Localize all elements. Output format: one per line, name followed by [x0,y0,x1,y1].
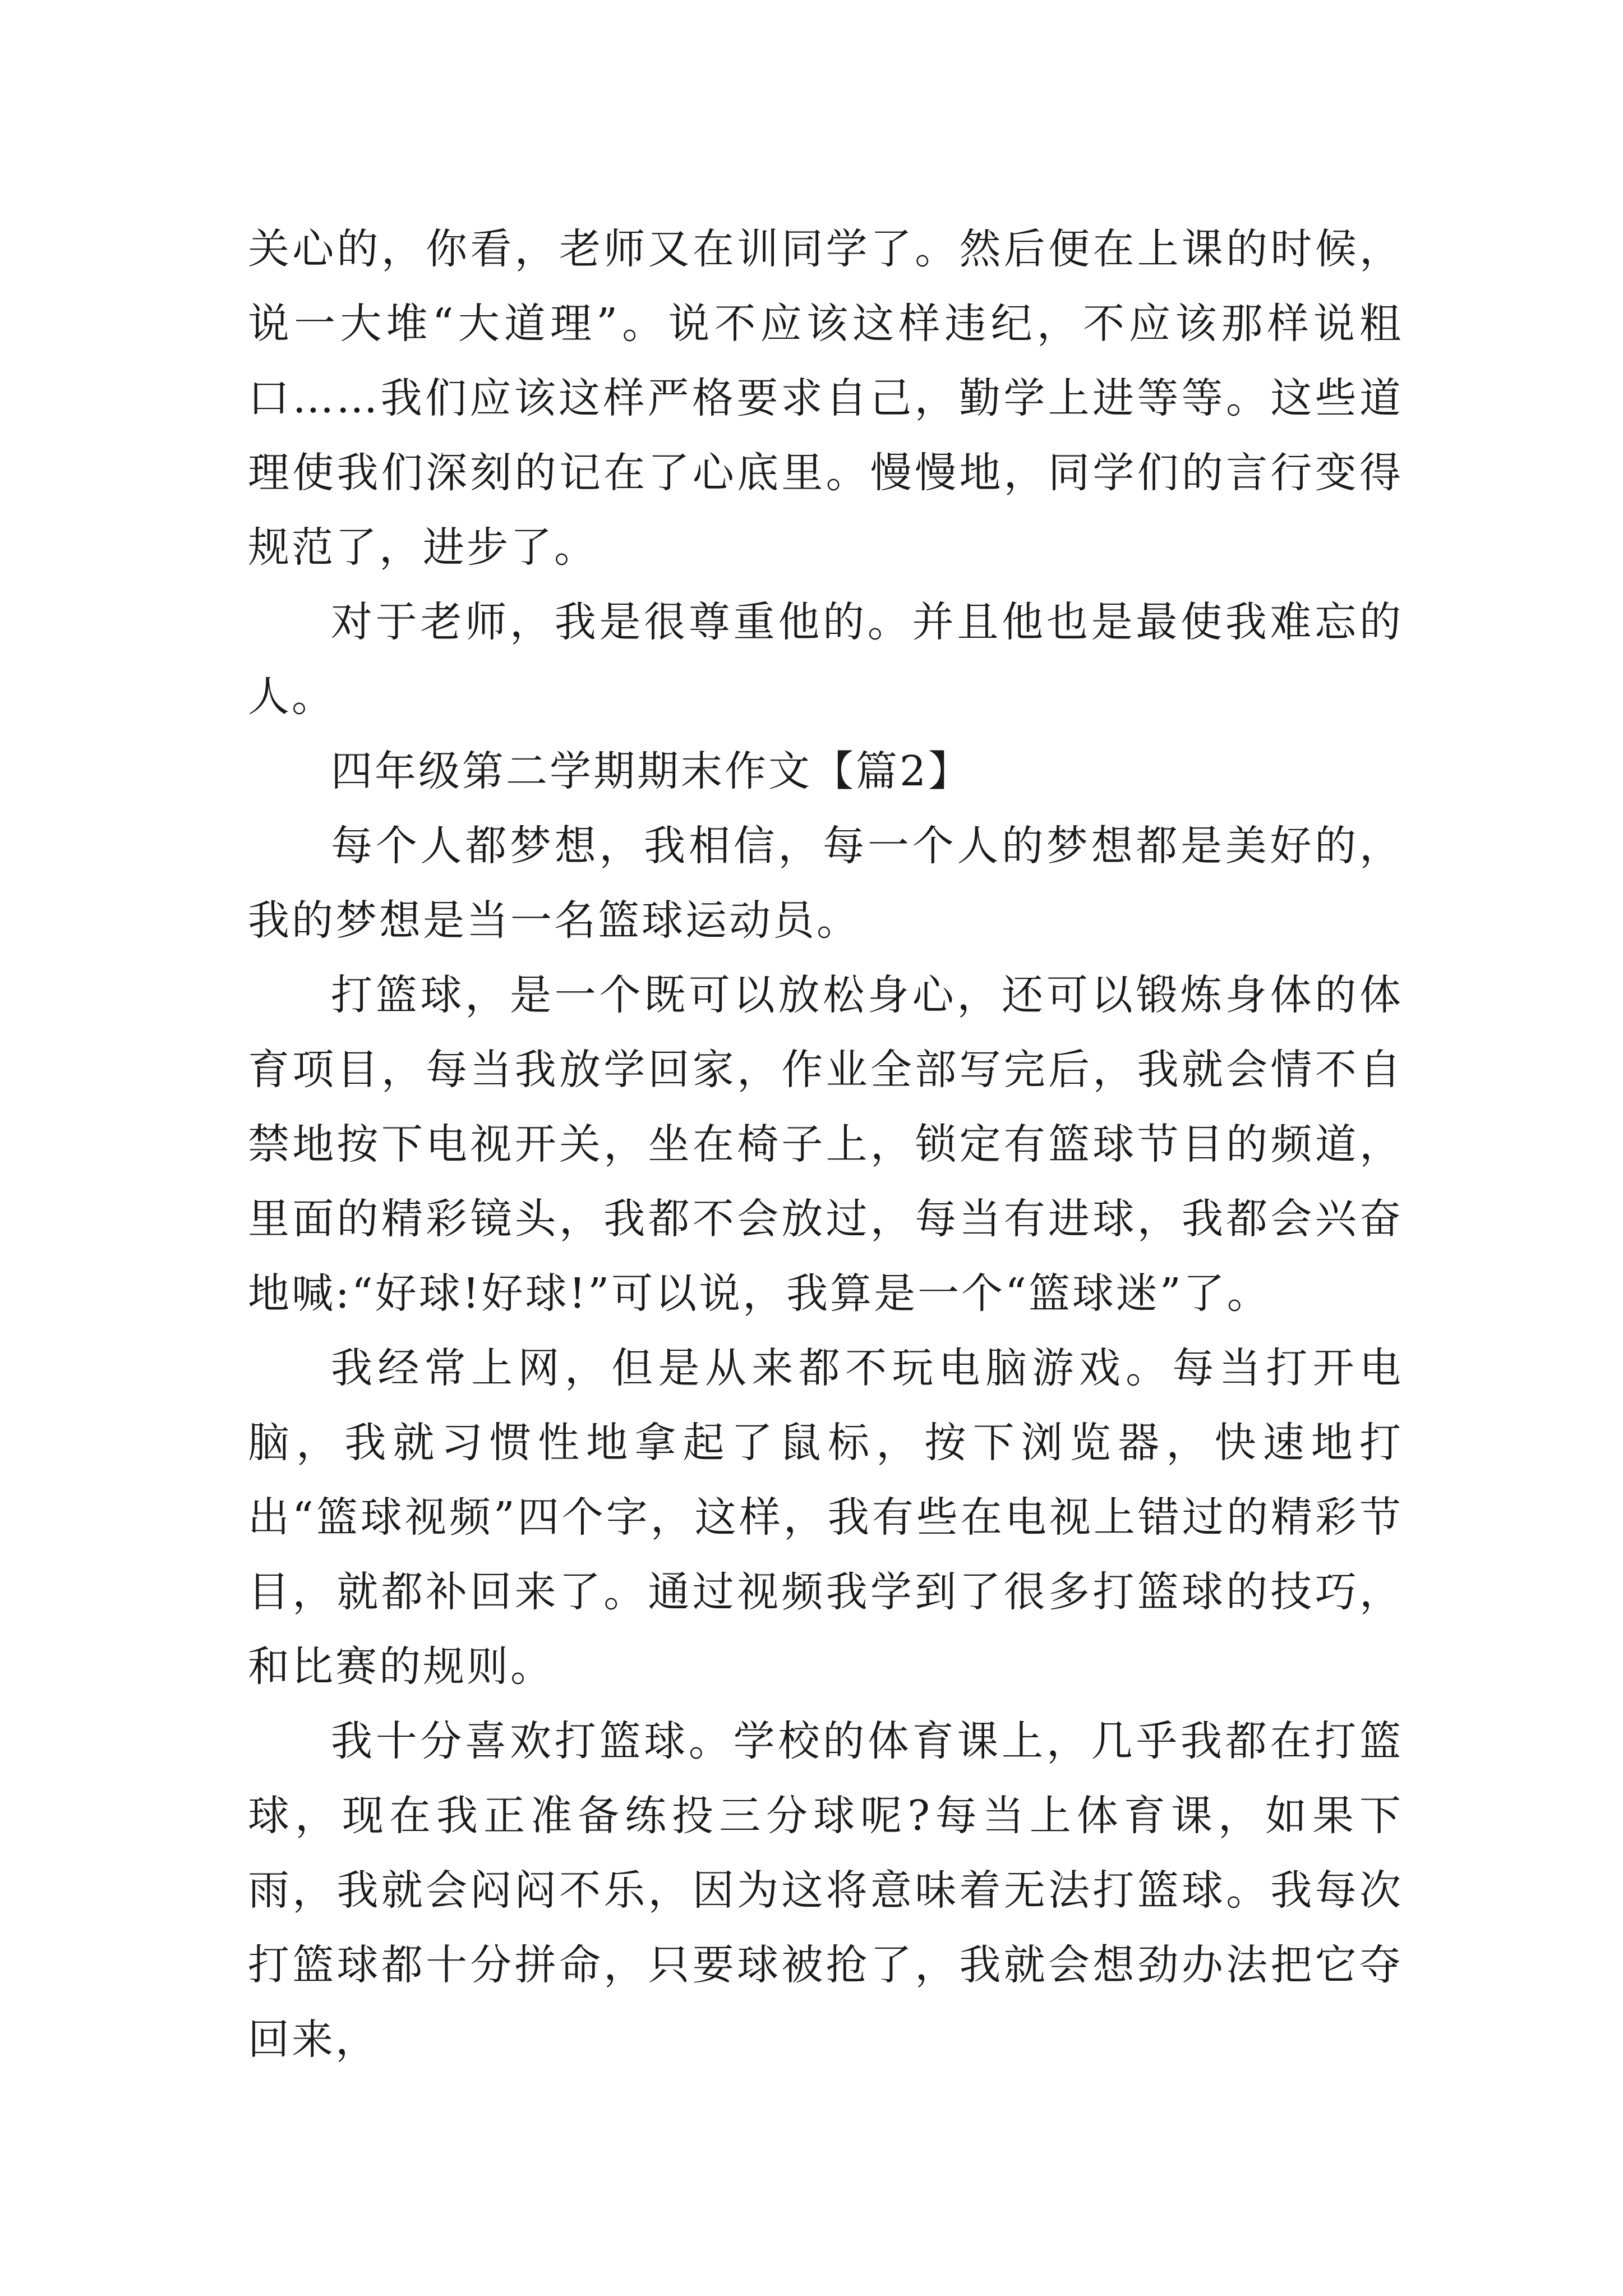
paragraph: 对于老师，我是很尊重他的。并且他也是最使我难忘的人。 [248,598,1403,721]
paragraph-continuation: 关心的，你看，老师又在训同学了。然后便在上课的时候，说一大堆“大道理”。说不应该这样违纪，不应该那样说粗口……我们应该这样严格要求自己，勤学上进等等。这些道理使我们深刻的记在了心底里。慢慢地，同学们的言行变得规范了，进步了。 [248,225,1403,572]
paragraph: 我十分喜欢打篮球。学校的体育课上，几乎我都在打篮球，现在我正准备练投三分球呢?每当上体育课，如果下雨，我就会闷闷不乐，因为这将意味着无法打篮球。我每次打篮球都十分拼命，只要球被抢了，我就会想劲办法把它夺回来， [248,1717,1403,2064]
paragraph: 我经常上网，但是从来都不玩电脑游戏。每当打开电脑，我就习惯性地拿起了鼠标，按下浏览器，快速地打出“篮球视频”四个字，这样，我有些在电视上错过的精彩节目，就都补回来了。通过视频我学到了很多打篮球的技巧，和比赛的规则。 [248,1344,1403,1691]
paragraph: 每个人都梦想，我相信，每一个人的梦想都是美好的，我的梦想是当一名篮球运动员。 [248,822,1403,945]
essay-heading: 四年级第二学期期末作文【篇2】 [331,747,972,795]
document-body [248,212,1403,2077]
paragraph: 打篮球，是一个既可以放松身心，还可以锻炼身体的体育项目，每当我放学回家，作业全部写完后，我就会情不自禁地按下电视开关，坐在椅子上，锁定有篮球节目的频道，里面的精彩镜头，我都不会放过，每当有进球，我都会兴奋地喊:“好球!好球!”可以说，我算是一个“篮球迷”了。 [248,971,1403,1318]
